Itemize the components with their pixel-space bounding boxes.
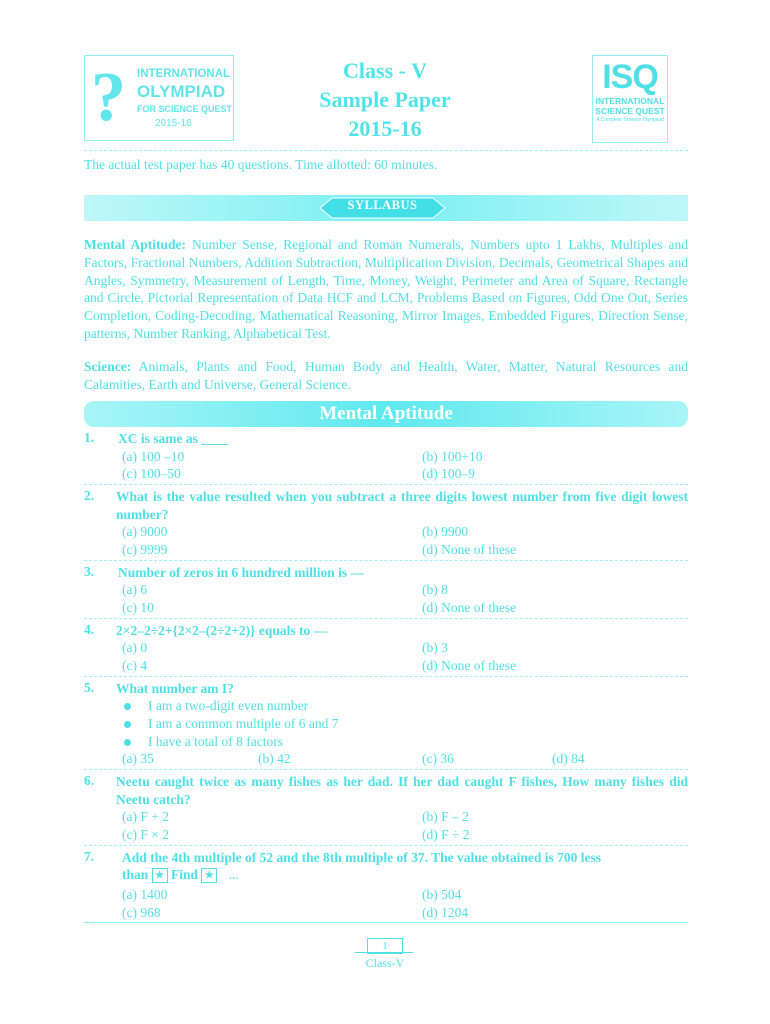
hint-item: I have a total of 8 factors	[148, 734, 283, 749]
option-c: (c) 9999	[122, 542, 168, 557]
question-number: 5.	[84, 680, 95, 695]
logo-line-2: OLYMPIAD	[137, 82, 226, 101]
option-c: (c) 100–50	[122, 466, 181, 481]
footer-divider	[84, 922, 688, 923]
logo-line-4: 2015-16	[155, 118, 192, 129]
question-divider	[84, 845, 688, 846]
option-d: (d) 1204	[422, 905, 469, 920]
question-text: 2×2–2÷2+{2×2–(2÷2+2)} equals to —	[116, 623, 328, 638]
page-number-underline	[355, 952, 413, 953]
option-c: (c) 4	[122, 658, 148, 673]
question-divider	[84, 560, 688, 561]
option-d: (d) F ÷ 2	[422, 827, 470, 842]
option-b: (b) 42	[258, 751, 291, 766]
option-d: (d) None of these	[422, 600, 517, 615]
title-line-class: Class - V	[343, 58, 427, 83]
science-label: Science:	[84, 359, 132, 374]
option-d: (d) 100–9	[422, 466, 475, 481]
section-title: Mental Aptitude	[319, 403, 453, 424]
option-c: (c) 10	[122, 600, 154, 615]
option-a: (a) 35	[122, 751, 154, 766]
question-text-continued: than ★ Find ★ ...	[122, 867, 239, 882]
isq-logo-tagline: A Complete Science Olympiad	[596, 117, 664, 123]
option-b: (b) 8	[422, 582, 448, 597]
option-a: (a) 6	[122, 582, 148, 597]
logo-line-1: INTERNATIONAL	[137, 68, 231, 80]
syllabus-science	[84, 358, 688, 394]
option-b: (b) F – 2	[422, 809, 469, 824]
hint-item: I am a common multiple of 6 and 7	[148, 716, 339, 731]
logo-line-3: FOR SCIENCE QUEST	[137, 104, 233, 114]
title-line-year: 2015-16	[348, 116, 422, 141]
question-number: 6.	[84, 773, 95, 788]
science-text: Animals, Plants and Food, Human Body and Health, Water, Matter, Natural Resources and Calamities, Earth and Universe, General Science.	[84, 359, 688, 392]
option-d: (d) None of these	[422, 542, 517, 557]
question-number: 1.	[84, 430, 95, 445]
option-b: (b) 3	[422, 640, 448, 655]
star-icon: ★	[201, 868, 217, 883]
syllabus-label: SYLLABUS	[347, 198, 418, 212]
question-divider	[84, 484, 688, 485]
option-a: (a) 1400	[122, 887, 168, 902]
option-a: (a) F + 2	[122, 809, 169, 824]
header-divider	[84, 150, 688, 151]
intro-text: The actual test paper has 40 questions. Time allotted: 60 minutes.	[84, 157, 438, 172]
hint-item: I am a two-digit even number	[148, 698, 309, 713]
question-text: Neetu caught twice as many fishes as her dad. If her dad caught F fishes, How many fishes did Neetu catch?	[116, 774, 688, 807]
footer-class-label: Class-V	[365, 956, 405, 970]
isq-logo	[592, 55, 668, 143]
question-divider	[84, 769, 688, 770]
isq-logo-main: ISQ	[602, 58, 658, 96]
title-line-sample: Sample Paper	[319, 87, 451, 112]
option-d: (d) None of these	[422, 658, 517, 673]
option-b: (b) 100+10	[422, 449, 483, 464]
option-a: (a) 100 –10	[122, 449, 185, 464]
isq-logo-sub2: SCIENCE QUEST	[595, 106, 665, 116]
mental-text: Number Sense, Regional and Roman Numerals, Numbers upto 1 Lakhs, Multiples and Factors, Fractional Numbers, Addition Subtraction, Multiplication Division, Decimals, Geometrical Shapes and Angles, Symmetry, Measurement of Length, Time, Money, Weight, Perimeter and Area of Square, Rectangle and Circle, Pictorial Representation of Data HCF and LCM, Problems Based on Figures, Odd One Out, Series Completion, Coding-Decoding, Mathematical Reasoning, Mirror Images, Embedded Figures, Direction Sense, patterns, Number Ranking, Alphabetical Test.	[84, 237, 688, 341]
option-a: (a) 0	[122, 640, 148, 655]
isq-logo-sub1: INTERNATIONAL	[595, 96, 665, 106]
question-text: Add the 4th multiple of 52 and the 8th multiple of 37. The value obtained is 700 less	[122, 850, 602, 865]
question-mark-icon: ?	[91, 59, 126, 136]
bullet-icon	[124, 703, 131, 710]
option-a: (a) 9000	[122, 524, 168, 539]
question-text: XC is same as ____	[118, 431, 229, 446]
page-number: 1	[367, 938, 403, 954]
option-b: (b) 504	[422, 887, 462, 902]
option-c: (c) 968	[122, 905, 161, 920]
option-b: (b) 9900	[422, 524, 469, 539]
question-number: 2.	[84, 488, 95, 503]
mental-label: Mental Aptitude:	[84, 237, 186, 252]
question-number: 3.	[84, 564, 95, 579]
question-divider	[84, 618, 688, 619]
page-title	[270, 56, 500, 143]
question-number: 4.	[84, 622, 95, 637]
bullet-icon	[124, 721, 131, 728]
syllabus-mental	[84, 236, 688, 343]
question-divider	[84, 676, 688, 677]
olympiad-logo	[84, 55, 234, 141]
question-number: 7.	[84, 849, 95, 864]
option-c: (c) 36	[422, 751, 454, 766]
bullet-icon	[124, 739, 131, 746]
question-text: Number of zeros in 6 hundred million is —	[118, 565, 365, 580]
question-text: What number am I?	[116, 681, 234, 696]
question-text: What is the value resulted when you subtract a three digits lowest number from five digit lowest number?	[116, 489, 688, 522]
option-c: (c) F × 2	[122, 827, 169, 842]
star-icon: ★	[152, 868, 168, 883]
option-d: (d) 84	[552, 751, 585, 766]
